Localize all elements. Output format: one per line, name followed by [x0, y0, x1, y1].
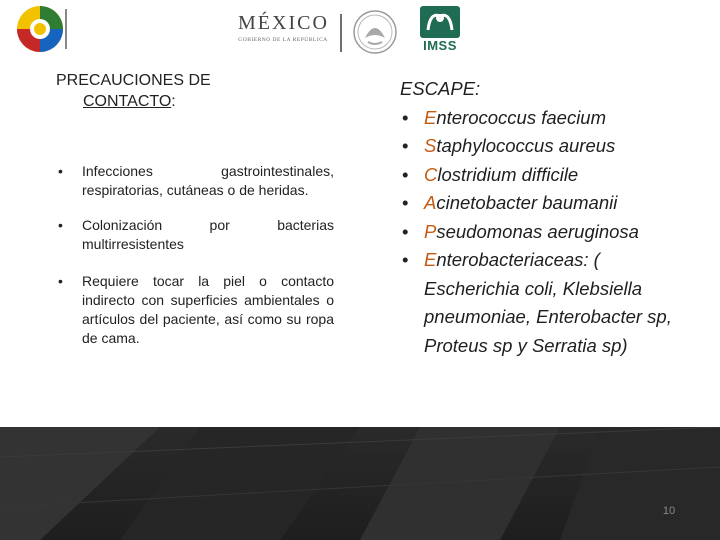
bullet: •: [402, 163, 409, 185]
footer-pattern: [0, 427, 720, 540]
list-item-text: Infecciones gastrointestinales, respiratorias, cutáneas o de heridas.: [82, 163, 334, 198]
organism-name: lostridium difficile: [437, 163, 579, 185]
contact-precautions-section: [56, 70, 334, 348]
title-line1: PRECAUCIONES DE: [56, 72, 211, 89]
organism-name: taphylococcus aureus: [436, 135, 616, 156]
list-item-text: Colonización por bacterias multirresistentes: [82, 217, 334, 252]
organism-name: cinetobacter baumanii: [436, 192, 618, 213]
footer-band: [0, 427, 720, 540]
acronym-letter: E: [424, 106, 437, 128]
bullet: •: [58, 273, 63, 289]
bullet: •: [402, 135, 409, 156]
list-item: [400, 218, 680, 247]
organism-name: nterococcus faecium: [436, 106, 607, 128]
organism-name: seudomonas aeruginosa: [436, 220, 639, 242]
escape-list: [400, 104, 680, 361]
list-item: [400, 104, 680, 133]
mexico-logo: [238, 12, 328, 52]
list-item: [56, 272, 334, 348]
list-item: [400, 189, 680, 218]
organism-name: nterobacteriaceas: ( Escherichia coli, Klebsiella pneumoniae, Enterobacter sp, Proteus sp y Serratia sp): [424, 249, 672, 356]
escape-section: [400, 75, 680, 360]
acronym-letter: A: [424, 192, 437, 213]
list-item: [400, 161, 680, 190]
bullet: •: [58, 217, 63, 233]
bullet: •: [402, 249, 409, 270]
escape-title: ESCAPE:: [400, 78, 481, 99]
bullet: •: [402, 220, 409, 242]
list-item-text: Requiere tocar la piel o contacto indirecto con superficies ambientales o artículos del paciente, así como su ropa de cama.: [82, 273, 334, 346]
title-line2-wrap: [56, 91, 334, 112]
acronym-letter: S: [424, 135, 437, 156]
page-number: 10: [662, 505, 676, 517]
list-item: [56, 162, 334, 200]
bullet: •: [402, 106, 409, 128]
imss-label: IMSS: [423, 38, 457, 53]
acronym-letter: C: [424, 163, 438, 185]
mexico-title: MÉXICO: [238, 12, 329, 34]
list-item: [400, 132, 680, 161]
header-divider: [340, 14, 342, 52]
precautions-list: [56, 162, 334, 348]
list-item: [400, 246, 680, 360]
list-item: [56, 216, 334, 254]
bullet: •: [402, 192, 409, 213]
health-emblem-icon: [10, 3, 76, 55]
national-seal-icon: [350, 8, 400, 56]
bullet: •: [58, 163, 63, 179]
header: [0, 0, 720, 62]
mexico-subtitle: GOBIERNO DE LA REPÚBLICA: [238, 37, 328, 43]
acronym-letter: P: [424, 220, 437, 242]
title-line2: CONTACTO: [83, 93, 172, 110]
acronym-letter: E: [424, 249, 437, 270]
title-colon: :: [171, 93, 176, 110]
section-title: [56, 70, 334, 112]
